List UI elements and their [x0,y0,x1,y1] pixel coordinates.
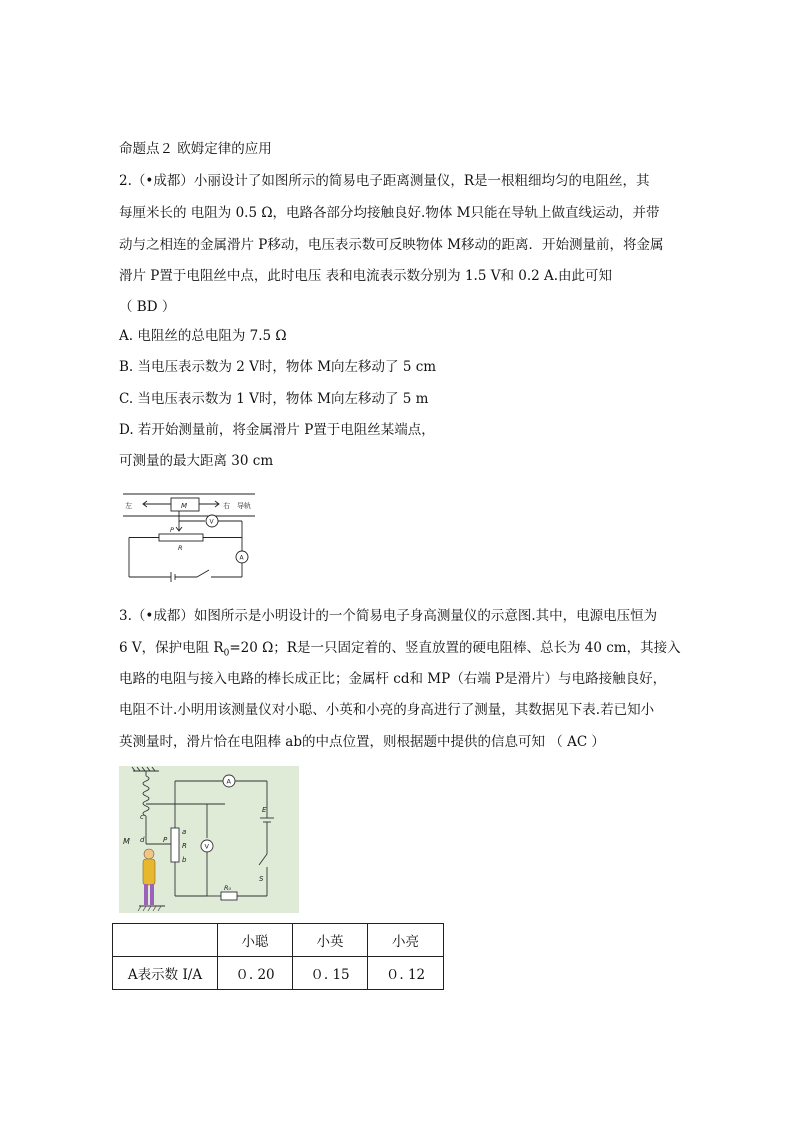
b-end-label: b [182,856,187,864]
q2-option-a: A. 电阻丝的总电阻为 7.5 Ω [119,328,287,344]
voltmeter-label: V [209,518,214,526]
rail-label: 导轨 [237,502,251,510]
ammeter-label-2: A [226,777,231,786]
q2-line-1: 2.（•成都）小丽设计了如图所示的简易电子距离测量仪，R是一根粗细均匀的电阻丝，其 [119,173,650,189]
q3-line-5: 英测量时，滑片恰在电阻棒 ab的中点位置，则根据题中提供的信息可知 （ AC ） [119,734,605,750]
r-label-2: R [182,842,187,850]
q3-line-2: 6 V，保护电阻 $R_0=20$ Ω；R是一只固定着的、竖直放置的硬电阻棒、总长为 40 cm，其接入 [119,640,681,659]
p-label: P [170,526,174,534]
m-label: M [181,502,188,510]
a-end-label: a [182,828,187,836]
table-cell: ０. 15 [293,957,368,990]
table-cell: ０. 12 [368,957,444,990]
table-header-cell: 小英 [293,924,368,957]
voltmeter-label-2: V [204,842,209,851]
r0-label: R₀ [224,884,232,892]
section-title: 命题点２ 欧姆定律的应用 [119,141,272,157]
height-meter-diagram [119,766,299,913]
table-cell: ０. 20 [218,957,293,990]
table-header-row [113,924,444,957]
q2-option-b: B. 当电压表示数为 2 V时，物体 M向左移动了 5 cm [119,359,437,375]
q2-line-2: 每厘米长的 电阻为 0.5 Ω，电路各部分均接触良好.物体 M只能在导轨上做直线运动，并带 [119,205,660,221]
q3-line-1: 3.（•成都）如图所示是小明设计的一个简易电子身高测量仪的示意图.其中，电源电压恒为 [119,608,658,624]
q2-answer: （ BD ） [119,299,176,315]
distance-meter-diagram [119,487,257,587]
left-label: 左 [125,502,132,510]
measurement-table [112,923,444,990]
q3-line-3: 电路的电阻与接入电路的棒长成正比；金属杆 cd和 MP（右端 P是滑片）与电路接触良好， [119,671,667,687]
table-row [113,957,444,990]
m-label-2: M [123,837,130,846]
right-label: 右 [223,502,230,510]
c-label: c [140,813,144,821]
e-label: E [262,806,267,814]
table-header-cell [113,924,218,957]
table-header-cell: 小亮 [368,924,444,957]
q2-option-d-cont: 可测量的最大距离 30 cm [119,453,274,469]
table-row-label: A表示数 I/A [113,957,218,990]
table-header-cell: 小聪 [218,924,293,957]
q2-line-3: 动与之相连的金属滑片 P移动，电压表示数可反映物体 M移动的距离．开始测量前，将金属 [119,237,664,253]
ammeter-label: A [239,554,244,562]
q3-line-4: 电阻不计.小明用该测量仪对小聪、小英和小亮的身高进行了测量，其数据见下表.若已知小 [119,702,655,718]
q2-option-d: D. 若开始测量前，将金属滑片 P置于电阻丝某端点， [119,422,435,438]
d-label: d [140,836,145,844]
q2-line-4: 滑片 P置于电阻丝中点，此时电压 表和电流表示数分别为 1.5 V和 0.2 A.由此可知 [119,268,613,284]
s-label: S [259,875,264,883]
q2-option-c: C. 当电压表示数为 1 V时，物体 M向左移动了 5 m [119,391,429,407]
p-label-2: P [163,836,168,844]
r-label: R [178,544,183,552]
